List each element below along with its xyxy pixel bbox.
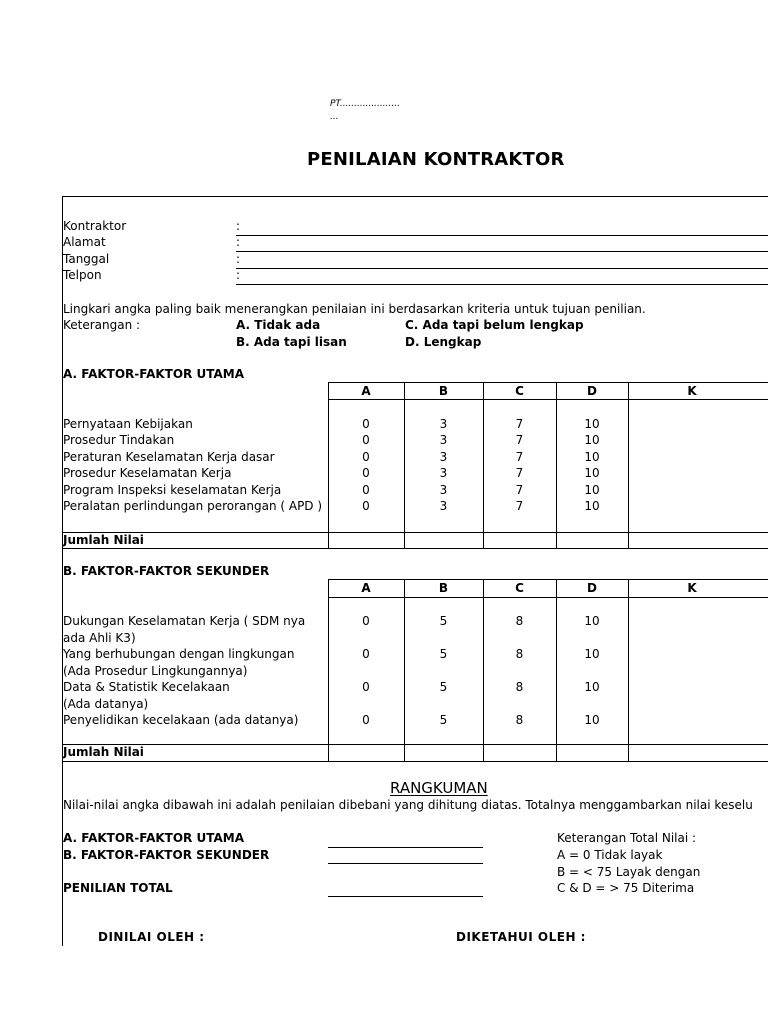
row-label-cont: (Ada datanya) bbox=[63, 697, 149, 711]
telpon-input-line[interactable] bbox=[236, 284, 768, 285]
summary-total-label: PENILIAN TOTAL bbox=[63, 881, 173, 895]
total-label-a: Jumlah Nilai bbox=[63, 533, 144, 547]
row-label: Prosedur Keselamatan Kerja bbox=[63, 466, 232, 480]
score-a[interactable]: 0 bbox=[362, 450, 370, 464]
score-d[interactable]: 10 bbox=[584, 680, 600, 694]
signature-left-label: DINILAI OLEH : bbox=[98, 930, 205, 944]
score-c[interactable]: 8 bbox=[515, 614, 524, 628]
field-sep: : bbox=[236, 235, 241, 249]
table-a-top-line bbox=[328, 382, 768, 383]
col-header-k: K bbox=[687, 581, 697, 595]
score-a[interactable]: 0 bbox=[362, 647, 370, 661]
field-label-telpon: Telpon bbox=[63, 268, 102, 282]
field-sep: : bbox=[236, 219, 241, 233]
legend-item: C & D = > 75 Diterima bbox=[557, 881, 695, 895]
col-header-d: D bbox=[587, 384, 597, 398]
score-c[interactable]: 8 bbox=[515, 647, 524, 661]
score-a[interactable]: 0 bbox=[362, 433, 370, 447]
summary-b-input-line[interactable] bbox=[328, 863, 483, 864]
score-d[interactable]: 10 bbox=[584, 450, 600, 464]
row-label-cont: ada Ahli K3) bbox=[63, 631, 136, 645]
score-d[interactable]: 10 bbox=[584, 713, 600, 727]
option-c: C. Ada tapi belum lengkap bbox=[405, 318, 584, 332]
col-header-a: A bbox=[361, 384, 371, 398]
row-label: Data & Statistik Kecelakaan bbox=[63, 680, 230, 694]
row-label: Peralatan perlindungan perorangan ( APD ) bbox=[63, 499, 323, 513]
field-sep: : bbox=[236, 252, 241, 266]
row-label: Yang berhubungan dengan lingkungan bbox=[63, 647, 295, 661]
summary-note: Nilai-nilai angka dibawah ini adalah penilaian dibebani yang dihitung diatas. Totalnya menggambarkan nilai keselu bbox=[63, 798, 753, 812]
table-b-top-line bbox=[328, 579, 768, 580]
score-b[interactable]: 3 bbox=[439, 450, 448, 464]
option-a: A. Tidak ada bbox=[236, 318, 321, 332]
col-header-a: A bbox=[361, 581, 371, 595]
score-c[interactable]: 7 bbox=[515, 499, 524, 513]
table-b-total-top-line bbox=[62, 744, 768, 745]
legend-item: A = 0 Tidak layak bbox=[557, 848, 663, 862]
score-a[interactable]: 0 bbox=[362, 713, 370, 727]
table-a-total-bottom-line bbox=[62, 548, 768, 549]
legend-item: B = < 75 Layak dengan bbox=[557, 865, 701, 879]
table-a-header-line bbox=[328, 399, 768, 400]
score-b[interactable]: 5 bbox=[439, 680, 448, 694]
col-divider bbox=[404, 579, 405, 762]
score-a[interactable]: 0 bbox=[362, 483, 370, 497]
summary-title: RANGKUMAN bbox=[390, 779, 488, 797]
section-b-title: B. FAKTOR-FAKTOR SEKUNDER bbox=[63, 564, 270, 578]
score-c[interactable]: 8 bbox=[515, 713, 524, 727]
option-b: B. Ada tapi lisan bbox=[236, 335, 347, 349]
row-label: Program Inspeksi keselamatan Kerja bbox=[63, 483, 282, 497]
summary-b-label: B. FAKTOR-FAKTOR SEKUNDER bbox=[63, 848, 270, 862]
col-divider bbox=[628, 579, 629, 762]
score-b[interactable]: 3 bbox=[439, 499, 448, 513]
field-label-alamat: Alamat bbox=[63, 235, 106, 249]
field-label-tanggal: Tanggal bbox=[63, 252, 110, 266]
row-label: Penyelidikan kecelakaan (ada datanya) bbox=[63, 713, 299, 727]
score-b[interactable]: 3 bbox=[439, 466, 448, 480]
col-divider bbox=[483, 579, 484, 762]
row-label-cont: (Ada Prosedur Lingkungannya) bbox=[63, 664, 248, 678]
score-a[interactable]: 0 bbox=[362, 680, 370, 694]
score-d[interactable]: 10 bbox=[584, 417, 600, 431]
field-sep: : bbox=[236, 268, 241, 282]
keterangan-label: Keterangan : bbox=[63, 318, 141, 332]
company-name-cont: ... bbox=[330, 112, 339, 122]
score-d[interactable]: 10 bbox=[584, 647, 600, 661]
score-a[interactable]: 0 bbox=[362, 417, 370, 431]
signature-right-label: DIKETAHUI OLEH : bbox=[456, 930, 586, 944]
table-b-total-bottom-line bbox=[62, 761, 768, 762]
row-label: Pernyataan Kebijakan bbox=[63, 417, 193, 431]
row-label: Dukungan Keselamatan Kerja ( SDM nya bbox=[63, 614, 306, 628]
legend-title: Keterangan Total Nilai : bbox=[557, 831, 697, 845]
score-a[interactable]: 0 bbox=[362, 499, 370, 513]
summary-total-input-line[interactable] bbox=[328, 896, 483, 897]
col-header-k: K bbox=[687, 384, 697, 398]
score-c[interactable]: 7 bbox=[515, 483, 524, 497]
section-a-title: A. FAKTOR-FAKTOR UTAMA bbox=[63, 367, 244, 381]
instruction-text: Lingkari angka paling baik menerangkan penilaian ini berdasarkan kriteria untuk tujuan penilian. bbox=[63, 302, 646, 316]
score-a[interactable]: 0 bbox=[362, 614, 370, 628]
col-header-d: D bbox=[587, 581, 597, 595]
table-a-total-top-line bbox=[62, 532, 768, 533]
tanggal-input-line[interactable] bbox=[236, 268, 768, 269]
option-d: D. Lengkap bbox=[405, 335, 482, 349]
col-header-c: C bbox=[515, 384, 524, 398]
score-c[interactable]: 7 bbox=[515, 450, 524, 464]
company-name: PT..................... bbox=[330, 99, 400, 109]
col-header-b: B bbox=[438, 384, 449, 398]
score-c[interactable]: 8 bbox=[515, 680, 524, 694]
summary-a-label: A. FAKTOR-FAKTOR UTAMA bbox=[63, 831, 244, 845]
col-header-c: C bbox=[515, 581, 524, 595]
col-divider bbox=[628, 382, 629, 549]
col-divider bbox=[556, 579, 557, 762]
row-label: Prosedur Tindakan bbox=[63, 433, 175, 447]
table-b-header-line bbox=[328, 597, 768, 598]
page-title: PENILAIAN KONTRAKTOR bbox=[307, 149, 565, 170]
col-divider bbox=[328, 579, 329, 762]
kontraktor-input-line[interactable] bbox=[236, 235, 768, 236]
score-b[interactable]: 3 bbox=[439, 483, 448, 497]
score-c[interactable]: 7 bbox=[515, 433, 524, 447]
total-label-b: Jumlah Nilai bbox=[63, 745, 144, 759]
row-label: Peraturan Keselamatan Kerja dasar bbox=[63, 450, 275, 464]
score-b[interactable]: 3 bbox=[439, 433, 448, 447]
score-b[interactable]: 5 bbox=[439, 647, 448, 661]
score-c[interactable]: 7 bbox=[515, 417, 524, 431]
alamat-input-line[interactable] bbox=[236, 251, 768, 252]
col-header-b: B bbox=[438, 581, 449, 595]
score-d[interactable]: 10 bbox=[584, 614, 600, 628]
score-d[interactable]: 10 bbox=[584, 466, 600, 480]
score-b[interactable]: 5 bbox=[439, 713, 448, 727]
score-d[interactable]: 10 bbox=[584, 499, 600, 513]
score-d[interactable]: 10 bbox=[584, 433, 600, 447]
score-c[interactable]: 7 bbox=[515, 466, 524, 480]
score-a[interactable]: 0 bbox=[362, 466, 370, 480]
score-b[interactable]: 3 bbox=[439, 417, 448, 431]
frame-top-border bbox=[62, 196, 768, 197]
score-b[interactable]: 5 bbox=[439, 614, 448, 628]
summary-a-input-line[interactable] bbox=[328, 847, 483, 848]
field-label-kontraktor: Kontraktor bbox=[63, 219, 127, 233]
score-d[interactable]: 10 bbox=[584, 483, 600, 497]
